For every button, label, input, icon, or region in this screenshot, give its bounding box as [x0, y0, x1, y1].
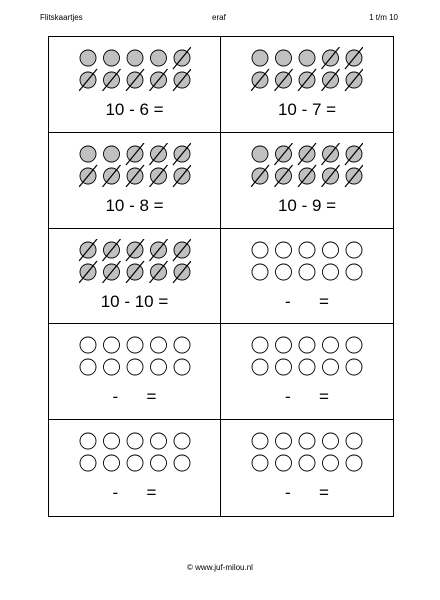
worksheet-topic: eraf — [212, 13, 226, 22]
equation: 10 - 6 = — [105, 100, 164, 119]
flashcard — [49, 37, 221, 133]
equation: 10 - 10 = — [100, 291, 169, 311]
empty-dot — [80, 337, 96, 353]
empty-dot — [80, 359, 96, 375]
empty-dot — [151, 337, 167, 353]
flashcard — [221, 229, 393, 325]
dot-frame — [79, 239, 191, 283]
worksheet-range: 1 t/m 10 — [369, 13, 398, 22]
equation: - = — [112, 387, 157, 407]
empty-dot — [252, 242, 268, 258]
flashcard — [49, 229, 221, 325]
empty-dot — [252, 337, 268, 353]
empty-dot — [276, 264, 292, 280]
empty-dot — [299, 242, 315, 258]
empty-dot — [127, 337, 143, 353]
filled-dot — [299, 50, 315, 66]
empty-dot — [174, 359, 190, 375]
empty-dot — [346, 359, 362, 375]
equation: - = — [112, 483, 157, 503]
empty-dot — [323, 359, 339, 375]
equation: 10 - 7 = — [277, 100, 337, 119]
empty-dot — [323, 433, 339, 449]
empty-dot — [323, 264, 339, 280]
empty-dot — [299, 337, 315, 353]
empty-dot — [80, 455, 96, 471]
empty-dot — [252, 264, 268, 280]
dot-frame — [251, 143, 363, 187]
empty-dot — [104, 359, 120, 375]
empty-dot — [346, 455, 362, 471]
dot-frame — [251, 430, 363, 474]
empty-dot — [252, 433, 268, 449]
empty-dot — [127, 433, 143, 449]
empty-dot — [151, 433, 167, 449]
filled-dot — [252, 50, 268, 66]
dot-frame — [251, 47, 363, 91]
equation: - = — [285, 483, 329, 503]
flashcard — [49, 420, 221, 516]
empty-dot — [299, 455, 315, 471]
filled-dot — [104, 50, 120, 66]
empty-dot — [174, 455, 190, 471]
filled-dot — [80, 50, 96, 66]
equation: - = — [285, 291, 329, 311]
empty-dot — [104, 455, 120, 471]
equation: 10 - 9 = — [277, 195, 337, 215]
flashcard — [49, 133, 221, 229]
flashcard — [221, 324, 393, 420]
footer-copyright: © www.juf-milou.nl — [187, 563, 253, 572]
dot-frame — [251, 239, 363, 283]
dot-frame — [79, 334, 191, 378]
empty-dot — [276, 433, 292, 449]
filled-dot — [151, 50, 167, 66]
dot-frame — [79, 143, 191, 187]
empty-dot — [104, 433, 120, 449]
empty-dot — [80, 433, 96, 449]
filled-dot — [276, 50, 292, 66]
empty-dot — [104, 337, 120, 353]
empty-dot — [299, 264, 315, 280]
worksheet-title: Flitskaartjes — [40, 13, 83, 22]
empty-dot — [346, 433, 362, 449]
dot-frame — [79, 47, 191, 91]
flashcard — [49, 324, 221, 420]
empty-dot — [151, 455, 167, 471]
empty-dot — [276, 455, 292, 471]
flashcard — [221, 37, 393, 133]
empty-dot — [346, 337, 362, 353]
equation: - = — [285, 387, 329, 407]
empty-dot — [151, 359, 167, 375]
equation: 10 - 8 = — [105, 195, 164, 215]
empty-dot — [276, 359, 292, 375]
dot-frame — [79, 430, 191, 474]
empty-dot — [323, 337, 339, 353]
empty-dot — [299, 359, 315, 375]
empty-dot — [127, 359, 143, 375]
filled-dot — [127, 50, 143, 66]
empty-dot — [252, 359, 268, 375]
empty-dot — [174, 433, 190, 449]
filled-dot — [80, 146, 96, 162]
filled-dot — [252, 146, 268, 162]
flashcard — [221, 133, 393, 229]
empty-dot — [346, 242, 362, 258]
empty-dot — [174, 337, 190, 353]
empty-dot — [323, 455, 339, 471]
empty-dot — [346, 264, 362, 280]
filled-dot — [104, 146, 120, 162]
empty-dot — [299, 433, 315, 449]
flashcard — [221, 420, 393, 516]
dot-frame — [251, 334, 363, 378]
empty-dot — [276, 242, 292, 258]
empty-dot — [323, 242, 339, 258]
flashcard-grid — [48, 36, 394, 517]
empty-dot — [252, 455, 268, 471]
empty-dot — [127, 455, 143, 471]
empty-dot — [276, 337, 292, 353]
